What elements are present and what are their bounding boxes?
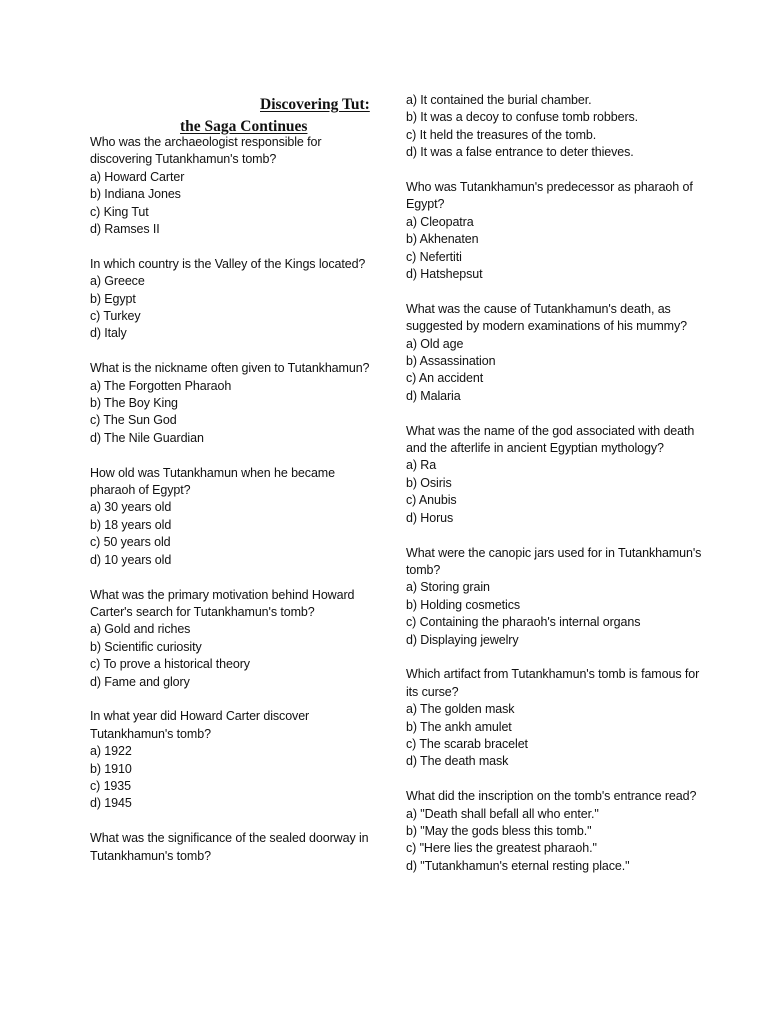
question-text: What was the significance of the sealed doorway in Tutankhamun's tomb? bbox=[90, 831, 372, 863]
answer-option: d) The Nile Guardian bbox=[90, 430, 204, 445]
answer-option: c) An accident bbox=[406, 371, 484, 386]
answer-option: c) Turkey bbox=[90, 309, 141, 324]
question-block bbox=[90, 256, 380, 343]
answer-option: a) Greece bbox=[90, 274, 145, 289]
question-block bbox=[90, 830, 380, 865]
answer-option: b) 18 years old bbox=[90, 517, 172, 532]
answer-option: a) Howard Carter bbox=[90, 169, 185, 184]
question-text: In which country is the Valley of the Kings located? bbox=[90, 256, 366, 271]
answer-option: d) Malaria bbox=[406, 388, 461, 403]
answer-option: a) Cleopatra bbox=[406, 214, 474, 229]
answer-option: b) The Boy King bbox=[90, 396, 178, 411]
question-block bbox=[90, 360, 380, 447]
answer-option: c) Anubis bbox=[406, 493, 457, 508]
question-block bbox=[406, 179, 706, 283]
answer-option: b) Egypt bbox=[90, 291, 136, 306]
answer-option: d) Fame and glory bbox=[90, 674, 190, 689]
answer-option: d) Italy bbox=[90, 326, 127, 341]
answer-option: a) Ra bbox=[406, 458, 437, 473]
left-question-list bbox=[90, 134, 380, 882]
answer-option: d) Displaying jewelry bbox=[406, 632, 519, 647]
answer-option: a) Gold and riches bbox=[90, 622, 191, 637]
answer-option: c) "Here lies the greatest pharaoh." bbox=[406, 841, 597, 856]
question-text: How old was Tutankhamun when he became pharaoh of Egypt? bbox=[90, 465, 339, 498]
question-text: Who was Tutankhamun's predecessor as pharaoh of Egypt? bbox=[406, 180, 697, 212]
answer-option: d) The death mask bbox=[406, 754, 509, 769]
answer-option: b) Assassination bbox=[406, 354, 496, 369]
title-line-2: the Saga Continues bbox=[180, 118, 308, 135]
answer-option: c) King Tut bbox=[90, 204, 149, 219]
question-text: What were the canopic jars used for in Tutankhamun's tomb? bbox=[406, 545, 705, 577]
answer-option: b) 1910 bbox=[90, 761, 132, 776]
question-text: In what year did Howard Carter discover Tutankhamun's tomb? bbox=[90, 709, 313, 741]
answer-option: d) It was a false entrance to deter thieves. bbox=[406, 145, 634, 160]
question-block bbox=[406, 423, 706, 527]
question-block bbox=[406, 666, 706, 770]
answer-option: b) Holding cosmetics bbox=[406, 597, 521, 612]
answer-option: b) The ankh amulet bbox=[406, 719, 512, 734]
answer-option: c) To prove a historical theory bbox=[90, 657, 250, 672]
answer-option: a) 1922 bbox=[90, 744, 132, 759]
answer-option: c) 50 years old bbox=[90, 535, 171, 550]
question-block bbox=[406, 545, 706, 649]
answer-option: d) Ramses II bbox=[90, 222, 160, 237]
answer-option: d) Horus bbox=[406, 510, 454, 525]
answer-option: c) Containing the pharaoh's internal organs bbox=[406, 615, 641, 630]
right-question-list bbox=[406, 92, 706, 893]
answer-option: b) It was a decoy to confuse tomb robbers. bbox=[406, 110, 639, 125]
answer-option: b) Osiris bbox=[406, 475, 452, 490]
question-block bbox=[406, 301, 706, 405]
question-text: What is the nickname often given to Tutankhamun? bbox=[90, 361, 370, 376]
question-block bbox=[90, 708, 380, 812]
answer-option: c) It held the treasures of the tomb. bbox=[406, 127, 597, 142]
question-text: What was the cause of Tutankhamun's death, as suggested by modern examinations of his mummy? bbox=[406, 301, 687, 334]
answer-option: c) The Sun God bbox=[90, 413, 177, 428]
answer-option: c) The scarab bracelet bbox=[406, 736, 528, 751]
answer-option: b) Indiana Jones bbox=[90, 187, 181, 202]
answer-option: a) Old age bbox=[406, 336, 464, 351]
question-block bbox=[90, 587, 380, 691]
answer-option: a) 30 years old bbox=[90, 500, 172, 515]
question-block bbox=[406, 92, 706, 162]
question-text: What was the name of the god associated with death and the afterlife in ancient Egyptian mythology? bbox=[406, 423, 698, 456]
answer-option: c) Nefertiti bbox=[406, 249, 462, 264]
answer-option: a) "Death shall befall all who enter." bbox=[406, 806, 599, 821]
answer-option: b) Akhenaten bbox=[406, 232, 479, 247]
answer-option: a) The Forgotten Pharaoh bbox=[90, 378, 232, 393]
question-text: What did the inscription on the tomb's entrance read? bbox=[406, 789, 697, 804]
answer-option: b) Scientific curiosity bbox=[90, 639, 202, 654]
question-block bbox=[90, 465, 380, 569]
answer-option: d) 1945 bbox=[90, 796, 132, 811]
question-block bbox=[406, 788, 706, 875]
answer-option: d) Hatshepsut bbox=[406, 267, 483, 282]
question-block bbox=[90, 134, 380, 238]
answer-option: d) 10 years old bbox=[90, 552, 172, 567]
answer-option: a) Storing grain bbox=[406, 580, 490, 595]
answer-option: a) The golden mask bbox=[406, 702, 515, 717]
question-text: Who was the archaeologist responsible for discovering Tutankhamun's tomb? bbox=[90, 135, 325, 167]
question-text: Which artifact from Tutankhamun's tomb is famous for its curse? bbox=[406, 667, 703, 699]
question-text: What was the primary motivation behind Howard Carter's search for Tutankhamun's tomb? bbox=[90, 587, 358, 619]
document-title bbox=[160, 94, 420, 138]
title-line-1: Discovering Tut: bbox=[260, 96, 370, 113]
answer-option: b) "May the gods bless this tomb." bbox=[406, 823, 592, 838]
answer-option: c) 1935 bbox=[90, 778, 131, 793]
answer-option: a) It contained the burial chamber. bbox=[406, 93, 592, 107]
answer-option: d) "Tutankhamun's eternal resting place." bbox=[406, 858, 630, 873]
